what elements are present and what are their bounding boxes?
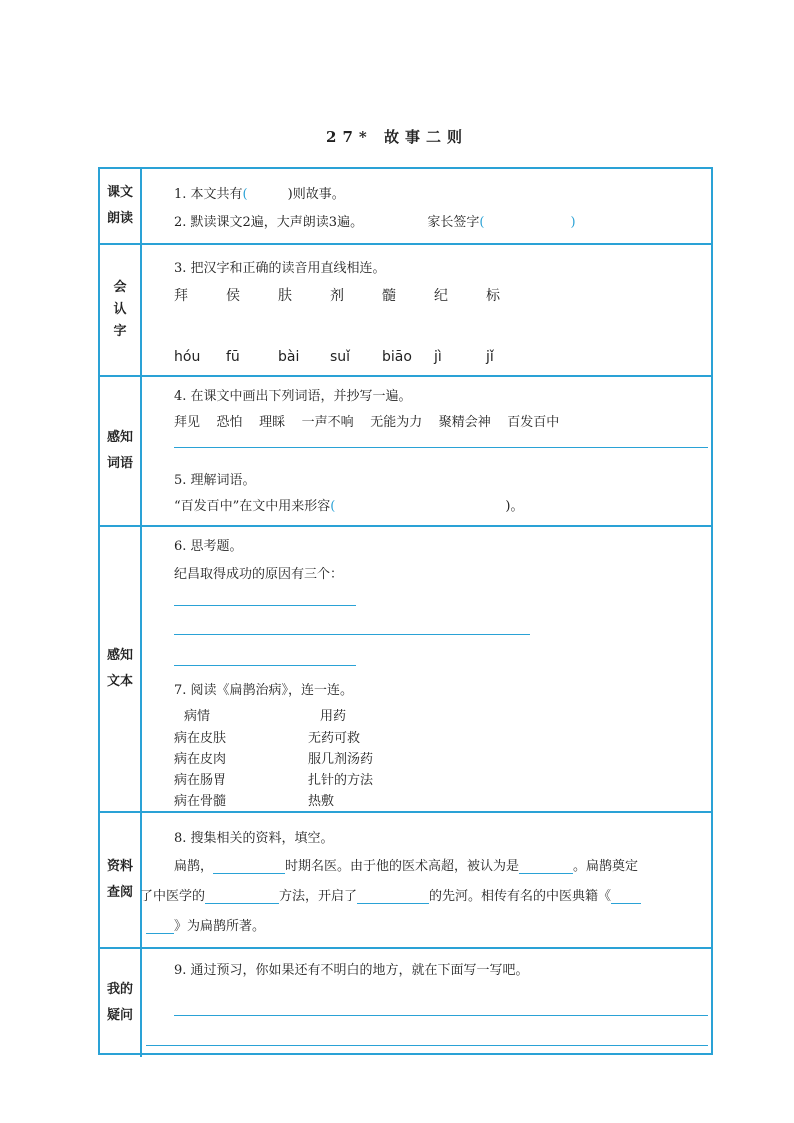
pinyin-item[interactable]: hóu <box>174 349 201 365</box>
label-line: 朗读 <box>106 211 133 226</box>
hanzi-item[interactable]: 侯 <box>226 288 240 304</box>
row-label <box>100 169 142 243</box>
row-characters <box>100 245 711 377</box>
reason-line-2[interactable] <box>174 634 530 635</box>
word-item: 聚精会神 <box>438 415 491 430</box>
row-label: 我的 疑问 <box>100 949 142 1057</box>
condition-item[interactable]: 病在骨髓 <box>174 794 227 809</box>
question-6: 6. 思考题。 <box>174 539 243 554</box>
medicine-item[interactable]: 无药可救 <box>308 731 361 746</box>
hanzi-item[interactable]: 剂 <box>330 288 344 304</box>
col-head-medicine: 用药 <box>320 709 347 724</box>
question-9: 9. 通过预习，你如果还有不明白的地方，就在下面写一写吧。 <box>174 963 529 978</box>
copy-writing-line[interactable] <box>174 447 708 448</box>
question-8-line-3: 》为扁鹊所著。 <box>146 915 265 934</box>
question-8-line-1: 扁鹊， 时期名医。由于他的医术高超，被认为是 。扁鹊奠定 <box>174 859 639 874</box>
row-research <box>100 813 711 949</box>
reason-line-3[interactable] <box>174 665 356 666</box>
medicine-item[interactable]: 热敷 <box>308 794 335 809</box>
word-item: 恐怕 <box>216 415 243 430</box>
condition-item[interactable]: 病在肠胃 <box>174 773 227 788</box>
book-blank[interactable] <box>611 889 641 904</box>
row-reading <box>100 169 711 245</box>
hanzi-item[interactable]: 拜 <box>174 288 188 304</box>
pinyin-item[interactable]: fū <box>226 349 240 365</box>
row-text <box>100 527 711 813</box>
question-8-line-2: 了中医学的 方法，开启了 的先河。相传有名的中医典籍《 <box>140 885 641 904</box>
condition-item[interactable]: 病在皮肤 <box>174 731 227 746</box>
row-label: 感知 文本 <box>100 527 142 811</box>
page-title: 27* 故事二则 <box>326 128 468 146</box>
pinyin-item[interactable]: biāo <box>382 349 412 365</box>
pinyin-list <box>174 349 538 365</box>
col-head-condition: 病情 <box>184 709 211 724</box>
precedent-blank[interactable] <box>357 889 429 904</box>
row-questions <box>100 949 711 1057</box>
hanzi-item[interactable]: 标 <box>486 288 500 304</box>
word-item: 拜见 <box>174 415 201 430</box>
pinyin-item[interactable]: jì <box>434 349 442 365</box>
question-3: 3. 把汉字和正确的读音用直线相连。 <box>174 261 386 276</box>
question-writing-line-1[interactable] <box>174 1015 708 1016</box>
question-7: 7. 阅读《扁鹊治病》，连一连。 <box>174 683 354 698</box>
question-5: 5. 理解词语。 <box>174 473 256 488</box>
question-1: 1. 本文共有( )则故事。 <box>174 187 345 202</box>
question-2: 2. 默读课文2遍，大声朗读3遍。 家长签字( ) <box>174 215 576 230</box>
pinyin-item[interactable]: suǐ <box>330 349 351 365</box>
question-writing-line-2[interactable] <box>146 1045 708 1046</box>
worksheet-table <box>98 167 713 1055</box>
title-blank[interactable] <box>519 859 573 874</box>
word-list <box>174 411 559 430</box>
medicine-item[interactable]: 扎针的方法 <box>308 773 374 788</box>
medicine-item[interactable]: 服几剂汤药 <box>308 752 374 767</box>
hanzi-item[interactable]: 髓 <box>382 288 396 304</box>
row-label: 感知 词语 <box>100 377 142 525</box>
question-4: 4. 在课文中画出下列词语，并抄写一遍。 <box>174 389 412 404</box>
row-words <box>100 377 711 527</box>
word-item: 一声不响 <box>301 415 354 430</box>
word-item: 理睬 <box>259 415 286 430</box>
era-blank[interactable] <box>213 859 285 874</box>
pinyin-item[interactable]: bài <box>278 349 300 365</box>
parent-sign-label: 家长签字 <box>427 215 480 230</box>
word-item: 无能为力 <box>370 415 423 430</box>
pinyin-item[interactable]: jǐ <box>486 349 494 365</box>
hanzi-item[interactable]: 纪 <box>434 288 448 304</box>
label-line: 课文 <box>106 185 133 200</box>
method-blank[interactable] <box>205 889 279 904</box>
hanzi-list <box>174 285 538 305</box>
condition-item[interactable]: 病在皮肉 <box>174 752 227 767</box>
question-6-sub: 纪昌取得成功的原因有三个： <box>174 567 344 582</box>
row-label: 资料 查阅 <box>100 813 142 947</box>
question-5-blank: “百发百中”在文中用来形容( )。 <box>174 499 524 514</box>
row-label: 会 认 字 <box>100 245 142 375</box>
reason-line-1[interactable] <box>174 605 356 606</box>
word-item: 百发百中 <box>507 415 560 430</box>
hanzi-item[interactable]: 肤 <box>278 288 292 304</box>
question-8: 8. 搜集相关的资料，填空。 <box>174 831 334 846</box>
